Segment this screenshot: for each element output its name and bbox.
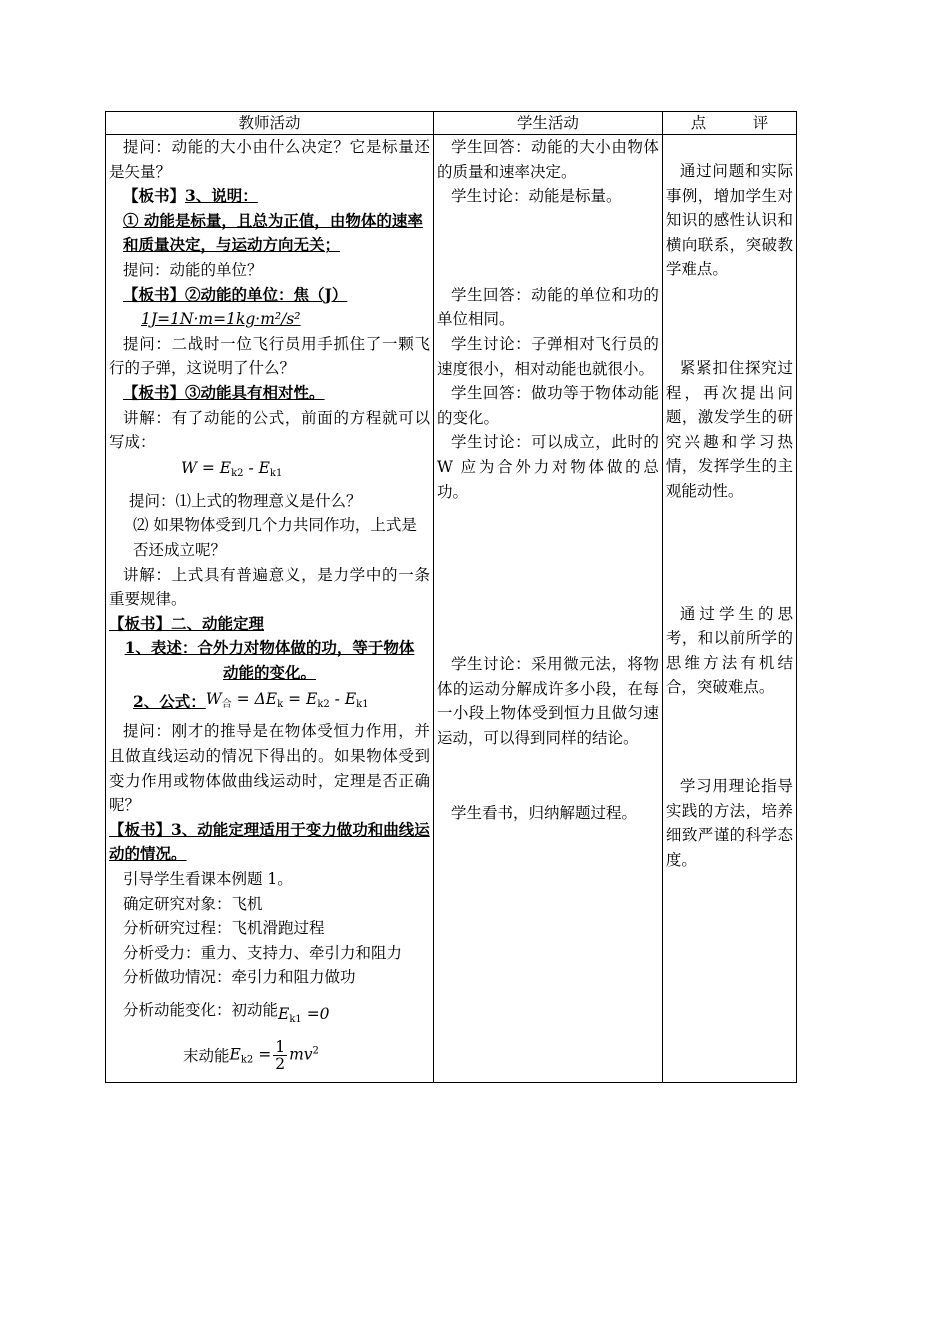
student-activity-cell bbox=[433, 135, 662, 1083]
question-5: 提问：刚才的推导是在物体受恒力作用，并且做直线运动的情况下得出的。如果物体受到变力作用或物体做曲线运动时，定理是否正确呢？ bbox=[109, 722, 430, 815]
spacer bbox=[666, 282, 793, 356]
student-read-book: 学生看书，归纳解题过程。 bbox=[450, 803, 637, 822]
comment-3: 通过学生的思考，和以前所学的思维方法有机结合，突破难点。 bbox=[665, 604, 793, 697]
step-5: 分析做功情况：牵引力和阻力做功 bbox=[123, 968, 356, 987]
step-1: 引导学生看课本例题 1。 bbox=[123, 870, 293, 889]
header-row bbox=[106, 112, 797, 135]
spacer bbox=[666, 504, 793, 602]
step-4: 分析受力：重力、支持力、牵引力和阻力 bbox=[123, 943, 403, 962]
teacher-activity-cell bbox=[106, 135, 434, 1083]
equation-ek2: $E_{k2}$ = $\frac{1}{2}$ $mv^2$ bbox=[229, 1037, 319, 1073]
content-row bbox=[106, 135, 797, 1083]
board-note-variable-force: 【板书】3、动能定理适用于变力做功和曲线运动的情况。 bbox=[109, 819, 430, 864]
unit-equation: 1J=1N·m=1kg·m²/s² bbox=[141, 310, 301, 329]
question-3: 提问：二战时一位飞行员用手抓住了一颗飞行的子弹，这说明了什么？ bbox=[109, 334, 430, 378]
work-energy-equation bbox=[109, 455, 430, 489]
equation-theorem: $W_合 = \Delta E_k = E_{k2} - E_{k1}$ bbox=[205, 690, 369, 711]
lecture-2: 讲解：上式具有普遍意义，是力学中的一条重要规律。 bbox=[109, 565, 430, 609]
student-discuss-4: 学生讨论：采用微元法，将物体的运动分解成许多小段，在每一小段上物体受到恒力且做匀速运动，可以得到同样的结论。 bbox=[436, 655, 659, 747]
question-4a: 提问：⑴上式的物理意义是什么？ bbox=[129, 491, 362, 510]
spacer bbox=[437, 209, 659, 283]
question-4b: ⑵ 如果物体受到几个力共同作功，上式是否还成立呢？ bbox=[133, 516, 417, 559]
spacer bbox=[666, 135, 793, 159]
step-7: 末动能 $E_{k2}$ = $\frac{1}{2}$ $mv^2$ bbox=[183, 1037, 319, 1073]
step-3: 分析研究过程：飞机滑跑过程 bbox=[123, 919, 325, 938]
lesson-plan-table bbox=[105, 111, 797, 1083]
equation-ek1-zero: $E_{k1} =0$ bbox=[278, 1004, 330, 1025]
comment-1: 通过问题和实际事例，增加学生对知识的感性认识和横向联系，突破教学难点。 bbox=[665, 162, 793, 279]
theorem-statement: 1、表述：合外力对物体做的功，等于物体动能的变化。 bbox=[124, 638, 415, 682]
spacer bbox=[437, 504, 659, 652]
lecture-1: 讲解：有了动能的公式，前面的方程就可以写成： bbox=[109, 408, 430, 452]
student-discuss-1: 学生讨论：动能是标量。 bbox=[450, 187, 622, 206]
spacer bbox=[666, 700, 793, 774]
student-answer-1: 学生回答：动能的大小由物体的质量和速率决定。 bbox=[436, 138, 659, 181]
student-answer-2: 学生回答：动能的单位和功的单位相同。 bbox=[436, 285, 659, 329]
student-discuss-3: 学生讨论：可以成立，此时的 W 应为合外力对物体做的总功。 bbox=[436, 433, 659, 501]
header-student: 学生活动 bbox=[433, 112, 662, 135]
theorem-formula: 2、公式： $W_合 = \Delta E_k = E_{k2} - E_{k1}$ bbox=[109, 685, 430, 719]
comment-2: 紧紧扣住探究过程，再次提出问题，激发学生的研究兴趣和学习热情，发挥学生的主观能动性。 bbox=[665, 358, 793, 500]
student-discuss-2: 学生讨论：子弹相对飞行员的速度很小，相对动能也就很小。 bbox=[436, 334, 659, 378]
header-teacher: 教师活动 bbox=[106, 112, 434, 135]
board-note-relativity: 【板书】③动能具有相对性。 bbox=[123, 382, 325, 402]
comment-cell bbox=[662, 135, 796, 1083]
step-6: 分析动能变化：初动能 $E_{k1} =0$ bbox=[109, 990, 430, 1030]
board-note-3-item-1: ① 动能是标量，且总为正值，由物体的速率和质量决定，与运动方向无关； bbox=[123, 210, 423, 255]
header-comment: 点 评 bbox=[662, 112, 796, 135]
step-2: 确定研究对象：飞机 bbox=[123, 894, 263, 913]
question-1: 提问：动能的大小由什么决定？它是标量还是矢量？ bbox=[109, 138, 430, 181]
board-note-3: 【板书】3、说明： bbox=[123, 186, 258, 206]
question-2: 提问：动能的单位？ bbox=[123, 260, 263, 279]
comment-4: 学习用理论指导实践的方法，培养细致严谨的科学态度。 bbox=[665, 776, 793, 869]
spacer bbox=[437, 751, 659, 801]
student-answer-3: 学生回答：做功等于物体动能的变化。 bbox=[436, 384, 659, 427]
board-note-unit: 【板书】②动能的单位：焦（J） bbox=[123, 284, 348, 304]
board-note-theorem: 【板书】二、动能定理 bbox=[109, 613, 265, 633]
equation-w-ek2-ek1: $W = E_{k2} - E_{k1}$ bbox=[181, 459, 283, 480]
